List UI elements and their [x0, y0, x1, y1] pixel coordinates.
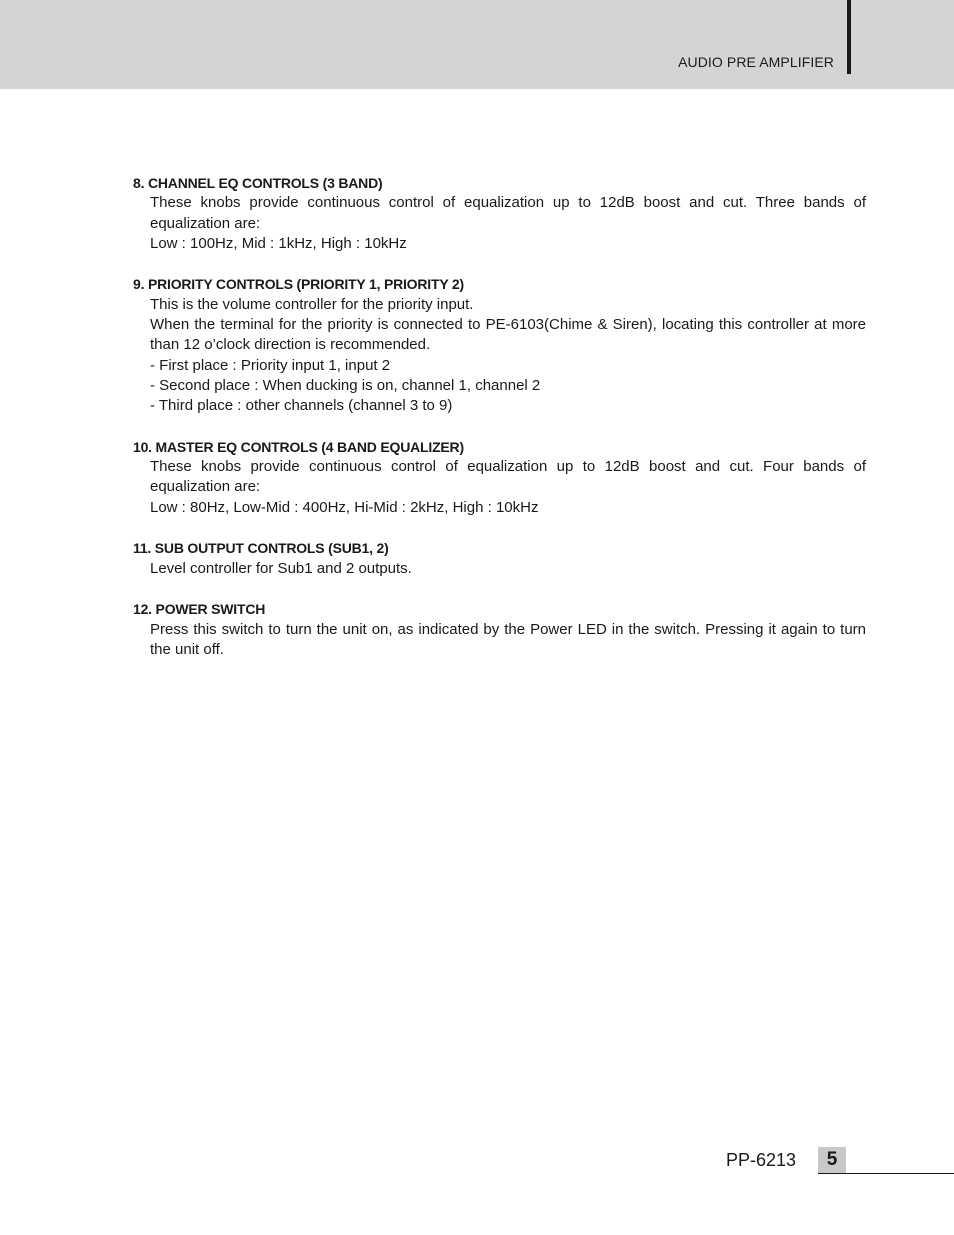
header-title: AUDIO PRE AMPLIFIER — [678, 54, 834, 70]
paragraph: Level controller for Sub1 and 2 outputs. — [150, 559, 412, 577]
paragraph: When the terminal for the priority is connected to PE-6103(Chime & Siren), locating this controller at more than 12 o’clock direction is recommended. — [150, 316, 866, 354]
section-power-switch — [133, 599, 866, 660]
section-master-eq — [133, 437, 866, 518]
section-title: 10. MASTER EQ CONTROLS (4 BAND EQUALIZER) — [133, 438, 464, 455]
list-item: - First place : Priority input 1, input 2 — [150, 356, 391, 374]
section-title: 11. SUB OUTPUT CONTROLS (SUB1, 2) — [133, 540, 389, 557]
section-body — [133, 559, 866, 579]
section-body — [133, 193, 866, 254]
section-channel-eq — [133, 173, 866, 254]
section-body — [133, 457, 866, 518]
paragraph: Low : 100Hz, Mid : 1kHz, High : 10kHz — [150, 234, 407, 252]
paragraph: These knobs provide continuous control of equalization up to 12dB boost and cut. Three bands of equalization are: — [150, 194, 866, 232]
paragraph: Press this switch to turn the unit on, as indicated by the Power LED in the switch. Pressing it again to turn the unit off. — [150, 620, 866, 658]
section-body — [133, 295, 866, 417]
footer-model-number: PP-6213 — [726, 1150, 797, 1170]
list-item: - Second place : When ducking is on, channel 1, channel 2 — [150, 376, 541, 394]
section-body — [133, 620, 866, 661]
section-title: 12. POWER SWITCH — [133, 601, 266, 618]
manual-content — [133, 173, 866, 680]
section-sub-output — [133, 538, 866, 579]
section-title: 8. CHANNEL EQ CONTROLS (3 BAND) — [133, 175, 383, 191]
paragraph: This is the volume controller for the priority input. — [150, 295, 474, 313]
section-title: 9. PRIORITY CONTROLS (PRIORITY 1, PRIORITY 2) — [133, 276, 464, 293]
paragraph: Low : 80Hz, Low-Mid : 400Hz, Hi-Mid : 2kHz, High : 10kHz — [150, 498, 539, 516]
header-rule — [847, 0, 851, 74]
footer-rule — [818, 1173, 954, 1174]
page-number: 5 — [818, 1147, 846, 1173]
paragraph: These knobs provide continuous control of equalization up to 12dB boost and cut. Four bands of equalization are: — [150, 458, 866, 496]
list-item: - Third place : other channels (channel 3 to 9) — [150, 397, 453, 415]
section-priority-controls — [133, 274, 866, 416]
header-band — [0, 0, 954, 89]
